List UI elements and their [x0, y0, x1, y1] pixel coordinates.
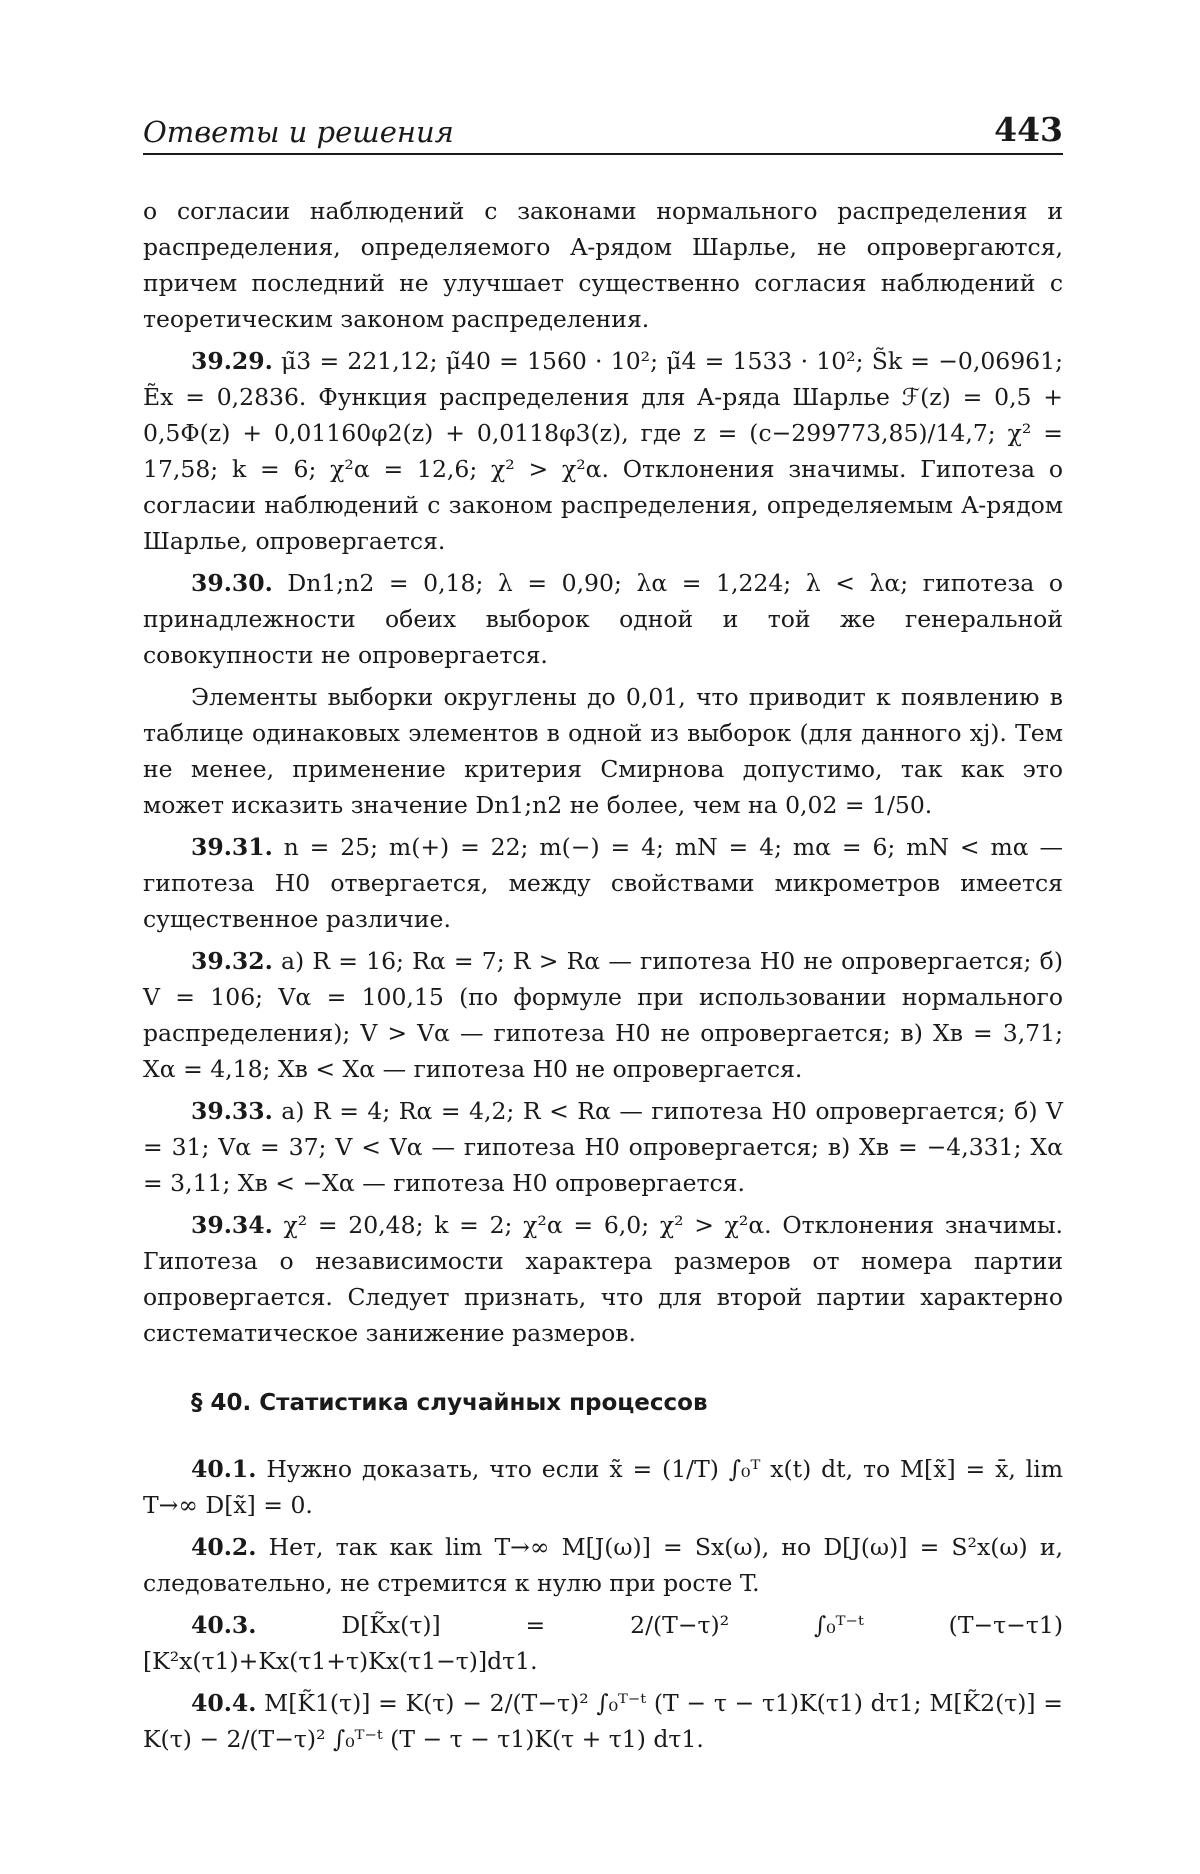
answer-40-1: 40.1. Нужно доказать, что если x̃ = (1/T) ∫₀ᵀ x(t) dt, то M[x̃] = x̄, lim T→∞ D[x̃] = 0. [143, 1455, 1063, 1519]
answer-39-32: 39.32. а) R = 16; Rα = 7; R > Rα — гипотеза H0 не опровергается; б) V = 106; Vα = 100,15 (по формуле при использовании нормального распределения); V > Vα — гипотеза H0 не опровергается; в) Xв = 3,71; Xα = 4,18; Xв < Xα — гипотеза H0 не опровергается. [143, 947, 1063, 1083]
header-title: Ответы и решения [143, 115, 454, 149]
page-number: 443 [994, 110, 1063, 149]
page [143, 110, 1063, 1763]
section-heading: § 40. Статистика случайных процессов [191, 1390, 708, 1416]
answer-39-34: 39.34. χ² = 20,48; k = 2; χ²α = 6,0; χ² > χ²α. Отклонения значимы. Гипотеза о независимости характера размеров от номера партии опровергается. Следует признать, что для второй партии характерно систематическое занижение размеров. [143, 1211, 1063, 1347]
running-header [143, 110, 1063, 155]
note-39-30: Элементы выборки округлены до 0,01, что приводит к появлению в таблице одинаковых элементов в одной из выборок (для данного xj). Тем не менее, применение критерия Смирнова допустимо, так как это может исказить значение Dn1;n2 не более, чем на 0,02 = 1/50. [143, 683, 1063, 819]
paragraph-continuation: о согласии наблюдений с законами нормального распределения и распределения, определяемого A-рядом Шарлье, не опровергаются, причем последний не улучшает существенно согласия наблюдений с теоретическим законом распределения. [143, 197, 1063, 333]
answer-40-2: 40.2. Нет, так как lim T→∞ M[J(ω)] = Sx(ω), но D[J(ω)] = S²x(ω) и, следовательно, не стремится к нулю при росте T. [143, 1533, 1063, 1597]
answer-40-4: 40.4. M[K̃1(τ)] = K(τ) − 2/(T−τ)² ∫₀ᵀ⁻ᵗ (T − τ − τ1)K(τ1) dτ1; M[K̃2(τ)] = K(τ) − 2/(T−τ)² ∫₀ᵀ⁻ᵗ (T − τ − τ1)K(τ + τ1) dτ1. [143, 1689, 1063, 1753]
answer-39-30: 39.30. Dn1;n2 = 0,18; λ = 0,90; λα = 1,224; λ < λα; гипотеза о принадлежности обеих выборок одной и той же генеральной совокупности не опровергается. [143, 569, 1063, 669]
answer-39-31: 39.31. n = 25; m(+) = 22; m(−) = 4; mN = 4; mα = 6; mN < mα — гипотеза H0 отвергается, между свойствами микрометров имеется существенное различие. [143, 833, 1063, 933]
answer-39-29: 39.29. μ̃3 = 221,12; μ̃40 = 1560 · 10²; μ̃4 = 1533 · 10²; S̃k = −0,06961; Ẽx = 0,2836. Функция распределения для A-ряда Шарлье ℱ(z) = 0,5 + 0,5Φ(z) + 0,01160φ2(z) + 0,0118φ3(z), где z = (c−299773,85)/14,7; χ² = 17,58; k = 6; χ²α = 12,6; χ² > χ²α. Отклонения значимы. Гипотеза о согласии наблюдений с законом распределения, определяемым A-рядом Шарлье, опровергается. [143, 347, 1063, 555]
text-body [143, 193, 1063, 1757]
answer-39-33: 39.33. а) R = 4; Rα = 4,2; R < Rα — гипотеза H0 опровергается; б) V = 31; Vα = 37; V < Vα — гипотеза H0 опровергается; в) Xв = −4,331; Xα = 3,11; Xв < −Xα — гипотеза H0 опровергается. [143, 1097, 1063, 1197]
answer-40-3: 40.3. D[K̃x(τ)] = 2/(T−τ)² ∫₀ᵀ⁻ᵗ (T−τ−τ1)[K²x(τ1)+Kx(τ1+τ)Kx(τ1−τ)]dτ1. [143, 1611, 1063, 1675]
